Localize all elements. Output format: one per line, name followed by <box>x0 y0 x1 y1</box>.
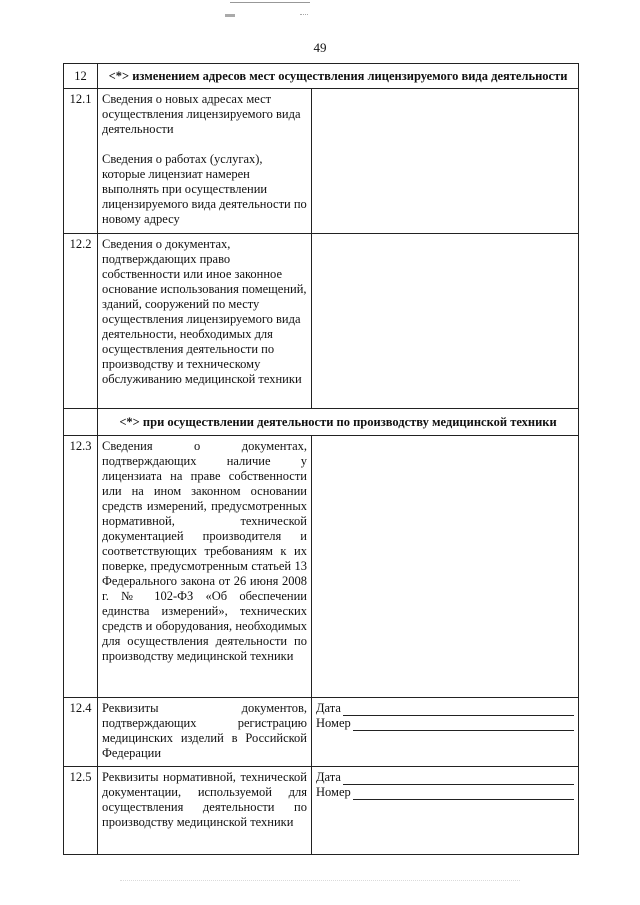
row-number: 12.5 <box>64 767 98 855</box>
answer-cell[interactable] <box>312 234 579 409</box>
number-input-line[interactable] <box>353 787 574 800</box>
table-row <box>64 234 579 409</box>
table-row <box>64 436 579 698</box>
answer-cell <box>312 767 579 855</box>
subsection-title: <*> при осуществлении деятельности по производству медицинской техники <box>98 409 579 436</box>
scan-artifact <box>225 14 235 17</box>
subsection-header-row <box>64 409 579 436</box>
row-description: Сведения о документах, подтверждающих наличие у лицензиата на праве собственности или на ином законном основании средств измерений, предусмотренных нормативной, технической документацией производителя и соответствующих требованиям к их поверке, предусмотренным статьей 13 Федерального закона от 26 июня 2008 г. № 102-ФЗ «Об обеспечении единства измерений», технических средств и оборудования, необходимых для осуществления деятельности по производству медицинской техники <box>98 436 312 698</box>
row-text: Сведения о документах, подтверждающих право собственности или иное законное основание использования помещений, зданий, сооружений по месту осуществления лицензируемого вида деятельности, необходимых для осуществления деятельности по производству и техническому обслуживанию медицинской техники <box>102 237 307 386</box>
date-field[interactable] <box>316 770 574 785</box>
empty-number-cell <box>64 409 98 436</box>
number-field[interactable] <box>316 716 574 731</box>
date-input-line[interactable] <box>343 772 574 785</box>
answer-cell[interactable] <box>312 436 579 698</box>
date-label: Дата <box>316 770 341 784</box>
row-description: Реквизиты нормативной, технической документации, используемой для осуществления деятельности по производству медицинской техники <box>98 767 312 855</box>
number-label: Номер <box>316 716 351 730</box>
table-row <box>64 767 579 855</box>
scan-artifact <box>230 2 310 9</box>
row-text: Сведения о работах (услугах), которые лицензиат намерен выполнять при осуществлении лицензируемого вида деятельности по новому адресу <box>102 152 307 226</box>
page-number: 49 <box>313 40 327 55</box>
section-header-row <box>64 64 579 89</box>
number-label: Номер <box>316 785 351 799</box>
form-table <box>63 63 579 855</box>
section-title: <*> изменением адресов мест осуществления лицензируемого вида деятельности <box>98 64 579 89</box>
row-number: 12.2 <box>64 234 98 409</box>
section-number: 12 <box>64 64 98 89</box>
scan-artifact <box>300 14 308 19</box>
number-field[interactable] <box>316 785 574 800</box>
date-input-line[interactable] <box>343 703 574 716</box>
date-label: Дата <box>316 701 341 715</box>
answer-cell <box>312 698 579 767</box>
row-number: 12.3 <box>64 436 98 698</box>
table-row <box>64 698 579 767</box>
table-row <box>64 89 579 234</box>
scan-artifact <box>120 880 520 883</box>
row-number: 12.4 <box>64 698 98 767</box>
date-field[interactable] <box>316 701 574 716</box>
number-input-line[interactable] <box>353 718 574 731</box>
row-description <box>98 89 312 234</box>
row-description <box>98 234 312 409</box>
row-text: Сведения о новых адресах мест осуществления лицензируемого вида деятельности <box>102 92 301 136</box>
answer-cell[interactable] <box>312 89 579 234</box>
row-number: 12.1 <box>64 89 98 234</box>
row-description: Реквизиты документов, подтверждающих регистрацию медицинских изделий в Российской Федерации <box>98 698 312 767</box>
